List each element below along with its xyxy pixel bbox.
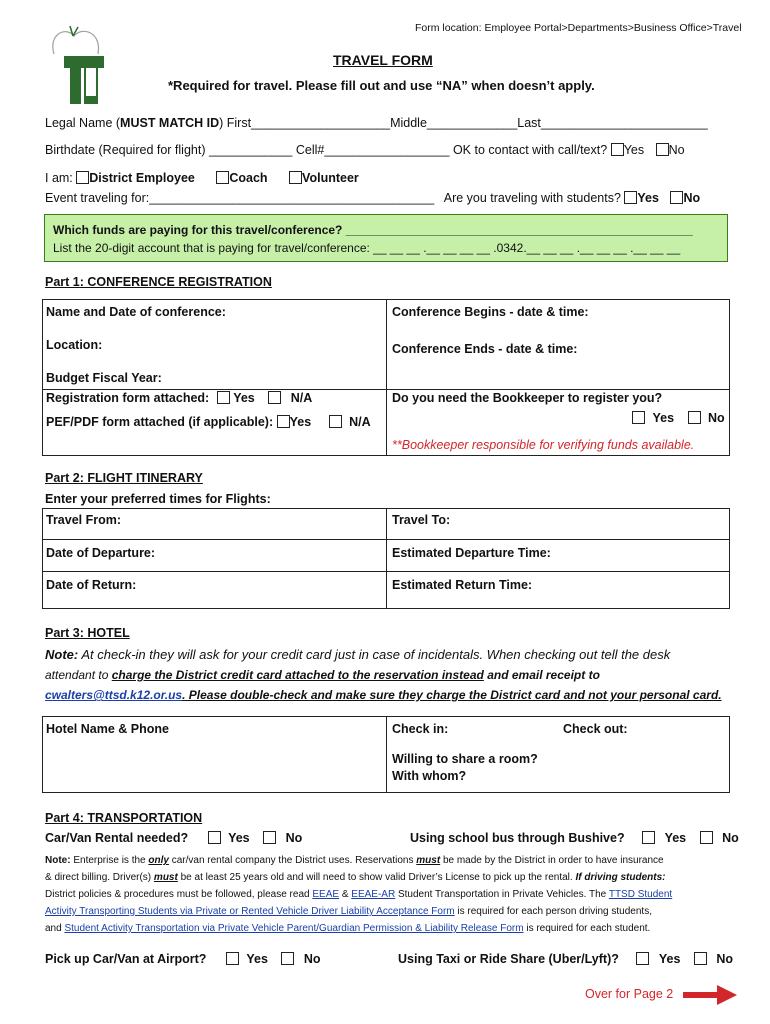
hotel-name-phone[interactable]: Hotel Name & Phone xyxy=(46,722,169,736)
transport-note-2 xyxy=(45,872,665,883)
bus-yes-label: Yes xyxy=(664,831,687,845)
students-no-checkbox[interactable] xyxy=(670,191,683,204)
event-line[interactable] xyxy=(45,191,700,205)
budget-fiscal-year[interactable]: Budget Fiscal Year: xyxy=(46,371,162,385)
bus-no-checkbox[interactable] xyxy=(700,831,713,844)
required-note: *Required for travel. Please fill out and use “NA” when doesn’t apply. xyxy=(168,78,595,93)
part4-heading: Part 4: TRANSPORTATION xyxy=(45,811,203,825)
students-question: Are you traveling with students? xyxy=(443,191,621,205)
transport-note-1 xyxy=(45,855,664,866)
i-am-label: I am: xyxy=(45,171,73,185)
hotel-note-line2 xyxy=(45,668,600,682)
flight-row-divider-2 xyxy=(42,571,730,572)
conference-location[interactable]: Location: xyxy=(46,338,103,352)
transport-note-emphasis: must xyxy=(153,872,178,883)
parent-permission-link[interactable]: Student Activity Transportation via Private Vehicle Parent/Guardian Permission & Liability Release Form xyxy=(64,923,524,934)
transport-note-emphasis: only xyxy=(148,855,169,866)
pef-yes-label: Yes xyxy=(289,415,312,429)
check-out[interactable]: Check out: xyxy=(563,722,628,736)
conference-row-divider-right xyxy=(386,389,730,390)
legal-name-line[interactable] xyxy=(45,116,708,130)
eeae-link[interactable]: EEAE xyxy=(312,889,340,900)
pickup-yes-checkbox[interactable] xyxy=(226,952,239,965)
transport-note-text: be made by the District in order to have insurance xyxy=(440,855,664,866)
part3-heading: Part 3: HOTEL xyxy=(45,626,130,640)
transport-note-emphasis: If driving students: xyxy=(575,872,666,883)
hotel-note-text2a: attendant to xyxy=(45,668,112,682)
contact-yes-checkbox[interactable] xyxy=(611,143,624,156)
flight-row-divider-1 xyxy=(42,539,730,540)
email-link[interactable]: cwalters@ttsd.k12.or.us xyxy=(45,688,183,702)
hotel-note-text2b: charge the District credit card attached to the reservation instead xyxy=(111,668,484,682)
bookkeeper-options xyxy=(632,411,725,425)
students-yes-label: Yes xyxy=(637,191,659,205)
students-no-label: No xyxy=(683,191,701,205)
eeae-ar-link[interactable]: EEAE-AR xyxy=(351,889,396,900)
return-time[interactable]: Estimated Return Time: xyxy=(392,578,533,592)
travel-to[interactable]: Travel To: xyxy=(392,513,451,527)
transport-note-3 xyxy=(45,889,672,900)
departure-time[interactable]: Estimated Departure Time: xyxy=(392,546,551,560)
rental-label: Car/Van Rental needed? xyxy=(45,831,189,845)
pef-yes-checkbox[interactable] xyxy=(277,415,290,428)
pickup-no-checkbox[interactable] xyxy=(281,952,294,965)
transport-note-text: is required for each student. xyxy=(523,923,651,934)
volunteer-checkbox[interactable] xyxy=(289,171,302,184)
pef-na-label: N/A xyxy=(349,415,371,429)
rental-line xyxy=(45,831,302,845)
registration-yes-label: Yes xyxy=(233,391,255,405)
rental-yes-label: Yes xyxy=(228,831,250,845)
taxi-no-checkbox[interactable] xyxy=(694,952,707,965)
transport-note-text: car/van rental company the District uses. Reservations xyxy=(168,855,417,866)
registration-yes-checkbox[interactable] xyxy=(217,391,230,404)
district-employee-label: District Employee xyxy=(89,171,195,185)
over-page-label: Over for Page 2 xyxy=(585,987,674,1001)
ttsd-student-link[interactable]: TTSD Student xyxy=(608,889,673,900)
bookkeeper-no-label: No xyxy=(708,411,725,425)
return-date[interactable]: Date of Return: xyxy=(46,578,137,592)
pef-label: PEF/PDF form attached (if applicable): xyxy=(46,415,274,429)
travel-from[interactable]: Travel From: xyxy=(46,513,122,527)
conference-divider xyxy=(386,299,387,456)
registration-label: Registration form attached: xyxy=(46,391,210,405)
share-room[interactable]: Willing to share a room? xyxy=(392,752,538,766)
transport-note-text: be at least 25 years old and will need to show valid Driver’s License to pick up the rental. xyxy=(177,872,576,883)
transport-note-emphasis: must xyxy=(416,855,441,866)
pef-na-checkbox[interactable] xyxy=(329,415,342,428)
pickup-no-label: No xyxy=(303,952,321,966)
bus-no-label: No xyxy=(722,831,739,845)
funds-question[interactable]: Which funds are paying for this travel/conference? ____________________________________________________ xyxy=(53,223,693,237)
role-line xyxy=(45,171,359,185)
transport-note-label: Note: xyxy=(45,855,71,866)
hotel-note-text3: . Please double-check and make sure they charge the District card and not your personal card. xyxy=(182,688,722,702)
district-employee-checkbox[interactable] xyxy=(76,171,89,184)
conference-begins[interactable]: Conference Begins - date & time: xyxy=(392,305,589,319)
conference-row-divider xyxy=(42,389,387,390)
bookkeeper-yes-label: Yes xyxy=(652,411,675,425)
volunteer-label: Volunteer xyxy=(302,171,359,185)
check-in[interactable]: Check in: xyxy=(392,722,449,736)
conference-ends[interactable]: Conference Ends - date & time: xyxy=(392,342,578,356)
flight-divider xyxy=(386,508,387,609)
part1-heading: Part 1: CONFERENCE REGISTRATION xyxy=(45,275,272,289)
transport-note-text: District policies & procedures must be followed, please read xyxy=(45,889,313,900)
with-whom[interactable]: With whom? xyxy=(392,769,467,783)
transport-note-text: Student Transportation in Private Vehicles. The xyxy=(395,889,609,900)
taxi-no-label: No xyxy=(716,952,734,966)
transport-note-text: & direct billing. Driver(s) xyxy=(45,872,154,883)
coach-checkbox[interactable] xyxy=(216,171,229,184)
name-fields[interactable]: ) First____________________Middle_____________Last________________________ xyxy=(219,116,708,130)
bus-yes-checkbox[interactable] xyxy=(642,831,655,844)
bus-line xyxy=(410,831,739,845)
contact-no-checkbox[interactable] xyxy=(656,143,669,156)
rental-no-label: No xyxy=(285,831,303,845)
rental-no-checkbox[interactable] xyxy=(263,831,276,844)
taxi-yes-label: Yes xyxy=(658,952,681,966)
bus-label: Using school bus through Bushive? xyxy=(410,831,625,845)
bookkeeper-question: Do you need the Bookkeeper to register you? xyxy=(392,391,663,405)
hotel-note-label: Note: xyxy=(45,647,79,662)
hotel-note-line3 xyxy=(45,688,722,702)
birthdate-fields[interactable]: Birthdate (Required for flight) ____________ Cell#__________________ OK to contact with call/text? xyxy=(45,143,608,157)
departure-date[interactable]: Date of Departure: xyxy=(46,546,156,560)
taxi-label: Using Taxi or Ride Share (Uber/Lyft)? xyxy=(398,952,619,966)
event-field[interactable]: Event traveling for:_________________________________________ xyxy=(45,191,435,205)
taxi-line xyxy=(398,952,733,966)
arrow-right-icon[interactable] xyxy=(683,985,737,1005)
pickup-yes-label: Yes xyxy=(246,952,268,966)
bookkeeper-note: **Bookkeeper responsible for verifying funds available. xyxy=(392,438,695,452)
contact-yes-label: Yes xyxy=(623,143,645,157)
pef-line xyxy=(46,415,371,429)
transport-note-text: is required for each person driving students, xyxy=(454,906,652,917)
contact-no-label: No xyxy=(668,143,685,157)
hotel-note-text2c: and email receipt to xyxy=(483,668,600,682)
transport-note-5 xyxy=(45,923,650,934)
registration-na-label: N/A xyxy=(290,391,313,405)
students-yes-checkbox[interactable] xyxy=(624,191,637,204)
form-location: Form location: Employee Portal>Departments>Business Office>Travel xyxy=(415,22,742,34)
bookkeeper-yes-checkbox[interactable] xyxy=(632,411,645,424)
transport-note-4 xyxy=(45,906,652,917)
transport-note-text: and xyxy=(45,923,65,934)
rental-yes-checkbox[interactable] xyxy=(208,831,221,844)
bookkeeper-no-checkbox[interactable] xyxy=(688,411,701,424)
coach-label: Coach xyxy=(229,171,268,185)
funds-box xyxy=(44,214,728,262)
hotel-note-line1 xyxy=(45,647,670,662)
pickup-line xyxy=(45,952,321,966)
transport-note-text: Enterprise is the xyxy=(70,855,149,866)
conference-name-date[interactable]: Name and Date of conference: xyxy=(46,305,226,319)
taxi-yes-checkbox[interactable] xyxy=(636,952,649,965)
page-title: TRAVEL FORM xyxy=(333,52,433,68)
hotel-divider xyxy=(386,716,387,793)
driver-liability-link[interactable]: Activity Transporting Students via Private or Rented Vehicle Driver Liability Acceptance Form xyxy=(45,906,455,917)
hotel-note-text1: At check-in they will ask for your credit card just in case of incidentals. When checking out tell the desk xyxy=(78,647,671,662)
pickup-label: Pick up Car/Van at Airport? xyxy=(45,952,207,966)
funds-account[interactable]: List the 20-digit account that is paying for travel/conference: __ __ __ .__ __ __ __ .0342.__ __ __ .__ __ __ .__ __ __ xyxy=(53,241,681,255)
must-match-label: MUST MATCH ID xyxy=(120,116,220,130)
ttsd-logo xyxy=(46,24,106,106)
legal-name-label: Legal Name ( xyxy=(45,116,121,130)
registration-na-checkbox[interactable] xyxy=(268,391,281,404)
part2-heading: Part 2: FLIGHT ITINERARY xyxy=(45,471,203,485)
transport-note-text: & xyxy=(339,889,352,900)
birthdate-line[interactable] xyxy=(45,143,685,157)
registration-line xyxy=(46,391,312,405)
preferred-times: Enter your preferred times for Flights: xyxy=(45,492,271,506)
